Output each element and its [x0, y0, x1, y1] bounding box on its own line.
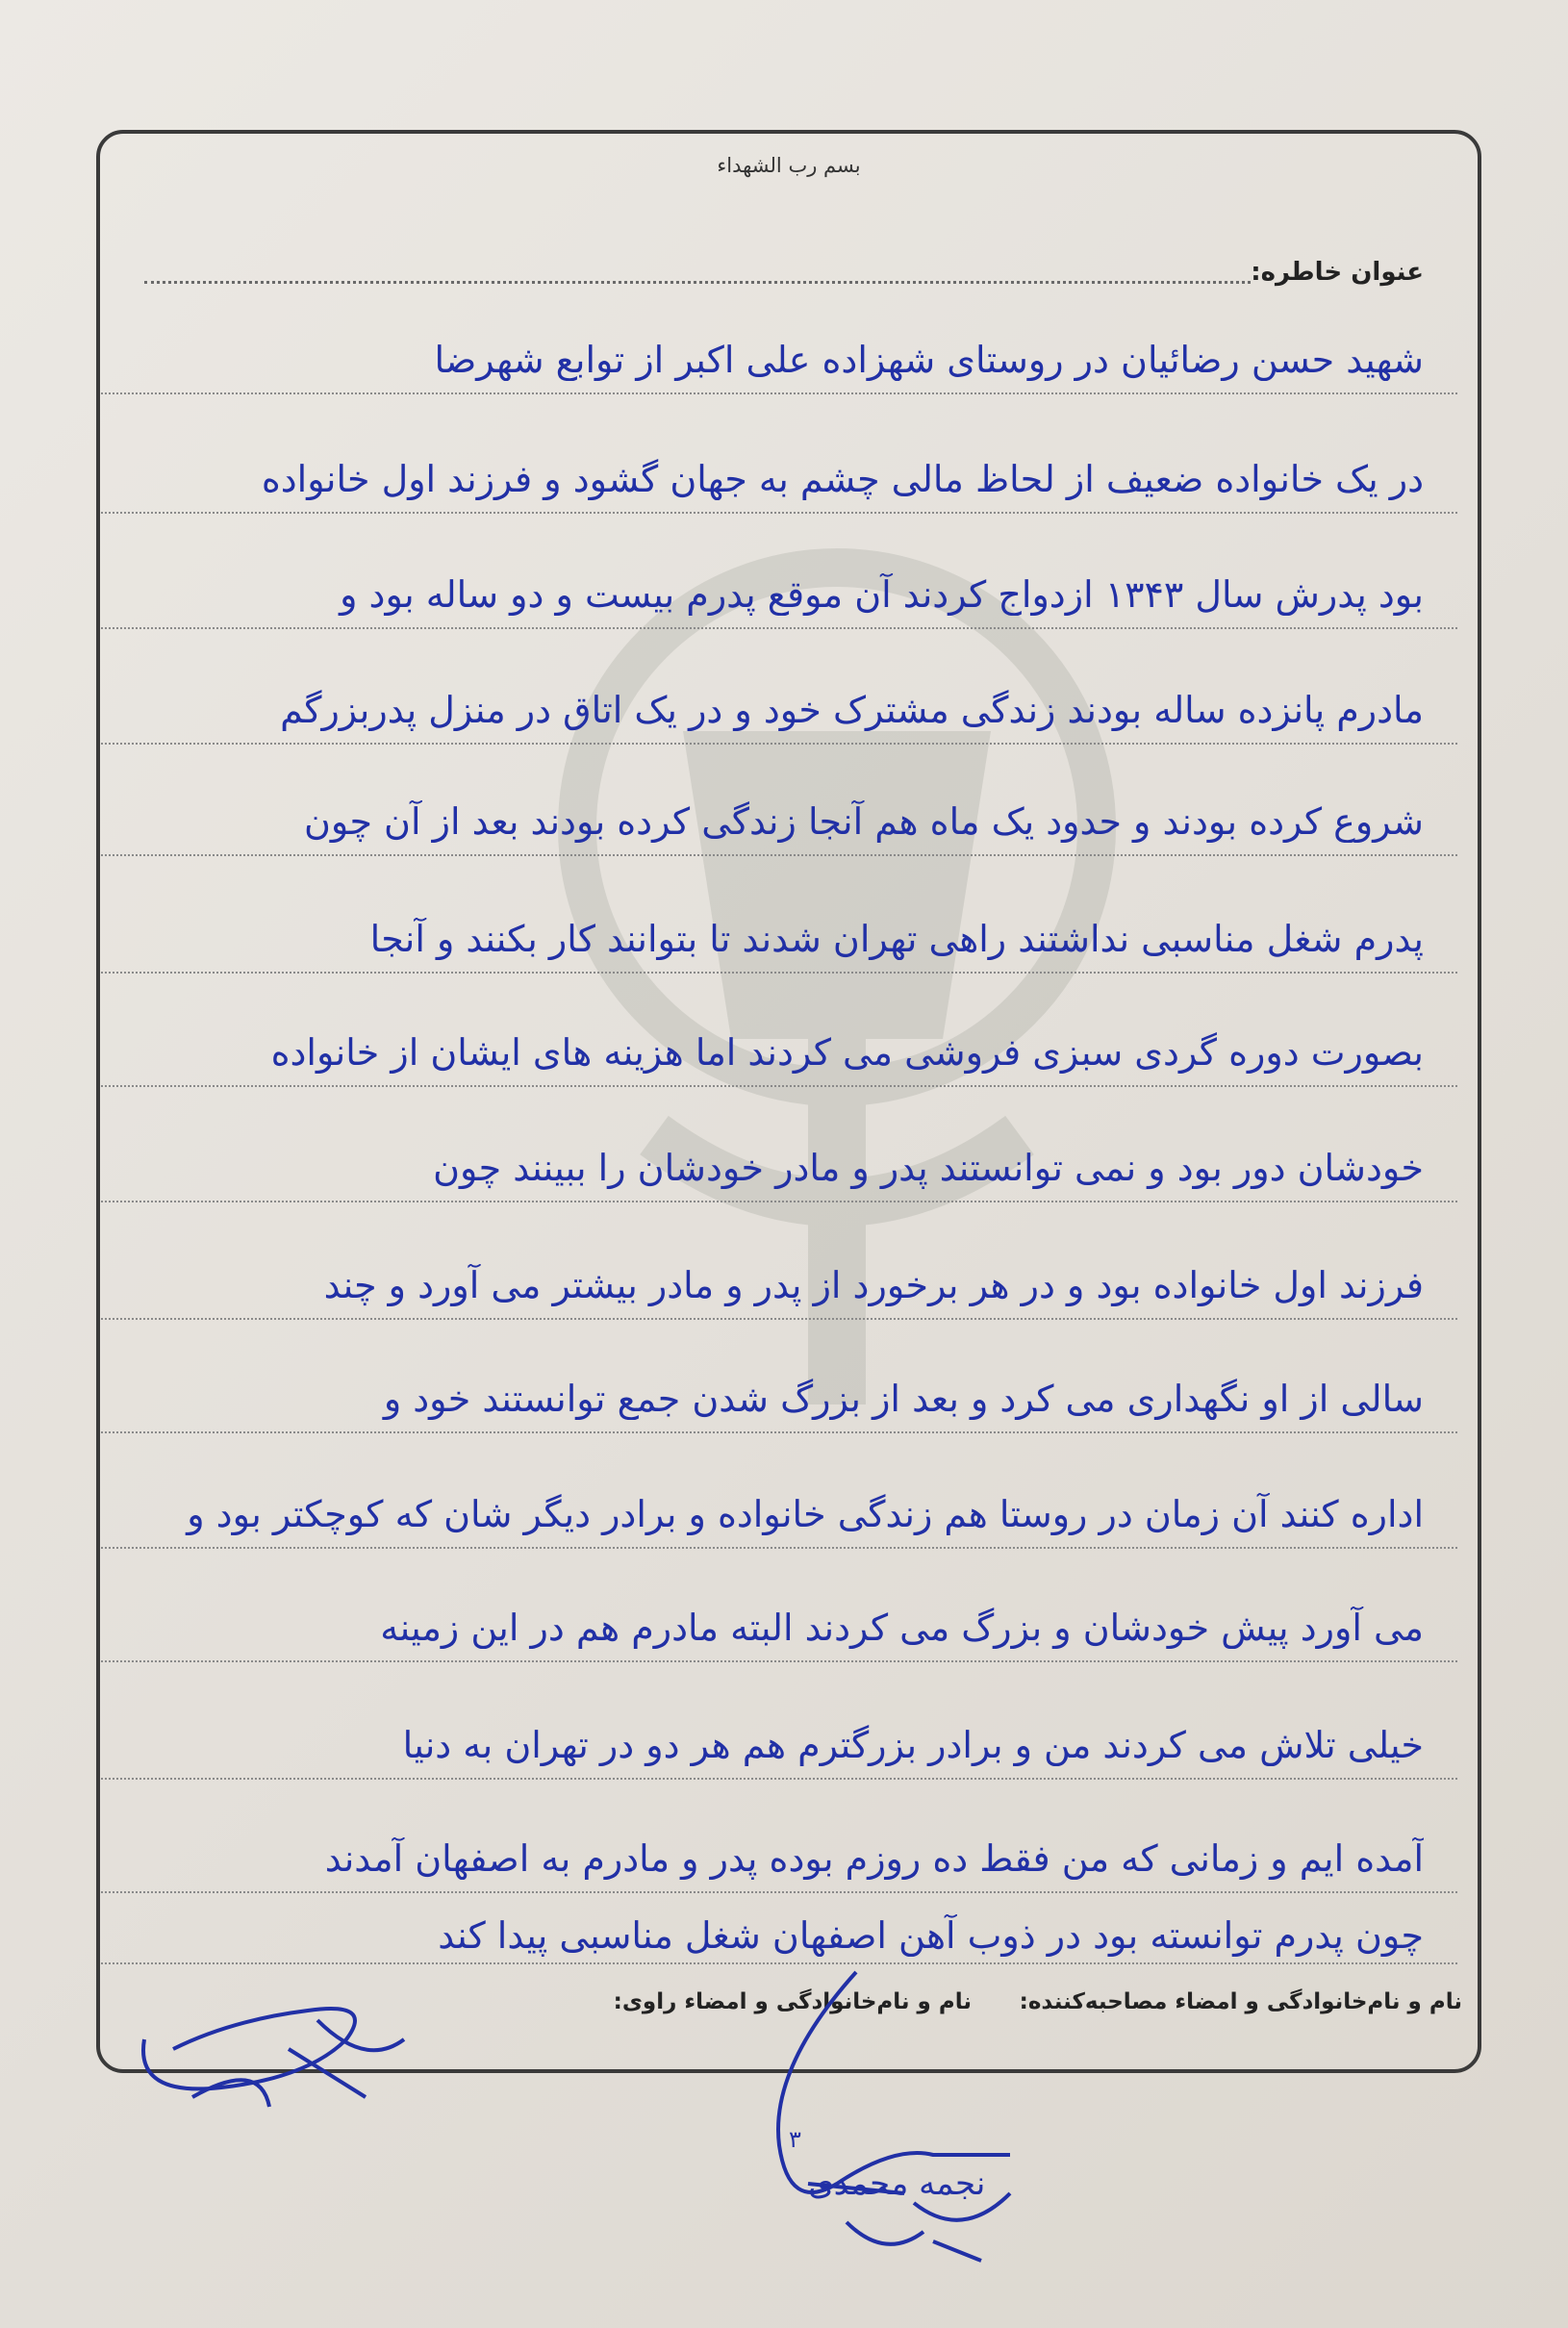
- ruled-line: [101, 743, 1457, 745]
- handwritten-line: اداره کنند آن زمان در روستا هم زندگی خانواده و برادر دیگر شان که کوچکتر بود و: [187, 1493, 1424, 1535]
- ruled-line: [101, 1891, 1457, 1893]
- ruled-line: [101, 392, 1457, 394]
- handwritten-line: خودشان دور بود و نمی توانستند پدر و مادر خودشان را ببینند چون: [433, 1147, 1424, 1189]
- handwritten-line: می آورد پیش خودشان و بزرگ می کردند البته مادرم هم در این زمینه: [380, 1607, 1424, 1649]
- narrator-signature-label: نام و نام‌خانوادگی و امضاء راوی:: [613, 1989, 972, 2014]
- handwritten-line: آمده ایم و زمانی که من فقط ده روزم بوده پدر و مادرم به اصفهان آمدند: [324, 1837, 1424, 1880]
- interviewer-signature-label: نام و نام‌خانوادگی و امضاء مصاحبه‌کننده:: [1019, 1989, 1462, 2014]
- handwritten-line: چون پدرم توانسته بود در ذوب آهن اصفهان شغل مناسبی پیدا کند: [438, 1914, 1424, 1957]
- interviewer-signature: [731, 1953, 1058, 2270]
- handwritten-line: شهید حسن رضائیان در روستای شهزاده علی اکبر از توابع شهرضا: [434, 339, 1424, 381]
- handwritten-line: فرزند اول خانواده بود و در هر برخورد از پدر و مادر بیشتر می آورد و چند: [323, 1264, 1424, 1306]
- ruled-line: [101, 972, 1457, 974]
- interviewer-handwritten-name: نجمه محمدی: [808, 2164, 986, 2203]
- handwritten-line: بود پدرش سال ۱۳۴۳ ازدواج کردند آن موقع پدرم بیست و دو ساله بود و: [340, 573, 1424, 616]
- ruled-line: [101, 627, 1457, 629]
- handwritten-line: بصورت دوره گردی سبزی فروشی می کردند اما هزینه های ایشان از خانواده: [270, 1031, 1424, 1074]
- handwritten-line: در یک خانواده ضعیف از لحاظ مالی چشم به جهان گشود و فرزند اول خانواده: [261, 458, 1424, 500]
- handwritten-line: سالی از او نگهداری می کرد و بعد از بزرگ شدن جمع توانستند خود و: [383, 1378, 1424, 1420]
- ruled-line: [101, 1547, 1457, 1549]
- ruled-line: [101, 1660, 1457, 1662]
- handwritten-line: مادرم پانزده ساله بودند زندگی مشترک خود و در یک اتاق در منزل پدربزرگم: [280, 689, 1424, 731]
- ruled-line: [101, 1431, 1457, 1433]
- page-number: ۳: [789, 2126, 801, 2153]
- page-heading: بسم رب الشهداء: [717, 154, 861, 177]
- ruled-line: [101, 1778, 1457, 1780]
- ruled-line: [101, 1318, 1457, 1320]
- ruled-line: [101, 1201, 1457, 1202]
- page-border-frame: [96, 130, 1481, 2073]
- ruled-line: [101, 512, 1457, 514]
- handwritten-line: پدرم شغل مناسبی نداشتند راهی تهران شدند تا بتوانند کار بکنند و آنجا: [369, 918, 1424, 960]
- handwritten-line: شروع کرده بودند و حدود یک ماه هم آنجا زندگی کرده بودند بعد از آن چون: [303, 800, 1424, 843]
- handwritten-line: خیلی تلاش می کردند من و برادر بزرگترم هم هر دو در تهران به دنیا: [402, 1724, 1424, 1766]
- memory-title-label: عنوان خاطره:: [1251, 258, 1424, 287]
- ruled-line: [101, 854, 1457, 856]
- narrator-signature: [115, 1982, 462, 2126]
- ruled-line: [101, 1085, 1457, 1087]
- title-dotted-line: [144, 281, 1251, 284]
